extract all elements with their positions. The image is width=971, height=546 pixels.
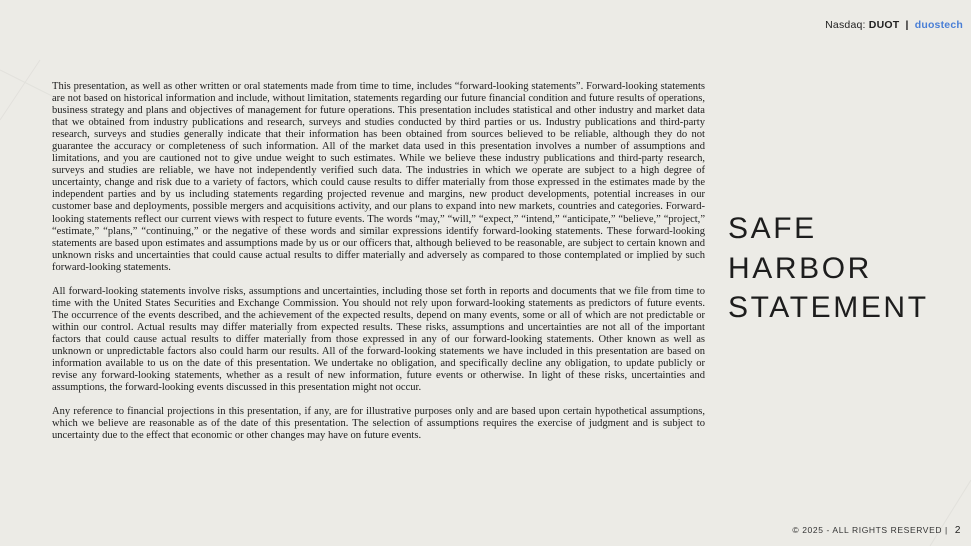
exchange-label: Nasdaq: [825, 19, 866, 31]
page-title [728, 209, 929, 328]
ticker-symbol: DUOT [868, 19, 900, 31]
header-separator: | [905, 19, 909, 31]
title-line-2: HARBOR [728, 251, 872, 285]
disclaimer-body [52, 81, 705, 454]
title-line-3: STATEMENT [728, 291, 929, 324]
company-header [825, 19, 963, 31]
brand-logo [915, 19, 963, 31]
paragraph-risks: All forward-looking statements involve risks, assumptions and uncertainties, including those set forth in reports and documents that we file from time to time with the United States Securities and Exchange Commission. You should not rely upon forward-looking statements as predictors of future events. The occurrence of the events described, and the achievement of the expected results, depend on many events, some or all of which are not predictable or within our control. Actual results may differ materially from expected results. These risks, assumptions and uncertainties are not all of the important factors that could cause actual results to differ materially from those expressed in any of our forward-looking statements. Other known as well as unknown or unpredictable factors also could harm our results. All of the forward-looking statements we have included in this presentation are based on information available to us on the date of this presentation. We undertake no obligation, and specifically decline any obligation, to update publicly or revise any forward-looking statements, whether as a result of new information, future events or otherwise. In light of these risks, uncertainties and assumptions, the forward-looking events discussed in this presentation might not occur. [52, 285, 705, 394]
brand-prefix: duos [914, 19, 941, 31]
title-line-1: SAFE [728, 212, 817, 245]
page-number: 2 [954, 525, 961, 536]
paragraph-forward-looking: This presentation, as well as other written or oral statements made from time to time, includes “forward-looking statements”. Forward-looking statements are not based on historical information and include, without limitation, statements regarding our future financial condition and future results of operations, business strategy and plans and objectives of management for future operations. This presentation includes statistical and other industry and market data that we obtained from industry publications and research, surveys and studies conducted by third parties or us. Industry publications and third-party research, surveys and studies generally indicate that their information has been obtained from sources believed to be reliable, although they do not guarantee the accuracy or completeness of such information. All of the market data used in this presentation involves a number of assumptions and limitations, and you are cautioned not to give undue weight to such estimates. While we believe these industry publications and third-party research, surveys and studies are reliable, we have not independently verified such data. The industries in which we operate are subject to a high degree of uncertainty, change and risk due to a variety of factors, which could cause results to differ materially from those expressed in the estimates made by the independent parties and by us including statements regarding projected revenue and margins, new product developments, potential increases in our customer base and deployments, possible mergers and acquisitions activity, and our plans to expand into new markets, countries and categories. Forward-looking statements reflect our current views with respect to future events. The words “may,” “will,” “expect,” “intend,” “anticipate,” “believe,” “project,” “estimate,” “plans,” “continuing,” or the negative of these words and similar expressions identify forward-looking statements. These forward-looking statements are based upon estimates and assumptions made by us or our officers that, although believed to be reasonable, are subject to certain known and unknown risks and uncertainties that could cause actual results to differ materially and adversely as compared to those contemplated or implied by such forward-looking statements. [52, 81, 705, 273]
footer [792, 525, 961, 536]
copyright-text: © 2025 - ALL RIGHTS RESERVED | [792, 525, 948, 535]
brand-suffix: tech [940, 19, 963, 31]
paragraph-projections: Any reference to financial projections in this presentation, if any, are for illustrative purposes only and are based upon certain hypothetical assumptions, which we believe are reasonable as of the date of this presentation. The selection of assumptions requires the exercise of judgment and is subject to uncertainty due to the effect that economic or other changes may have on future events. [52, 406, 705, 442]
